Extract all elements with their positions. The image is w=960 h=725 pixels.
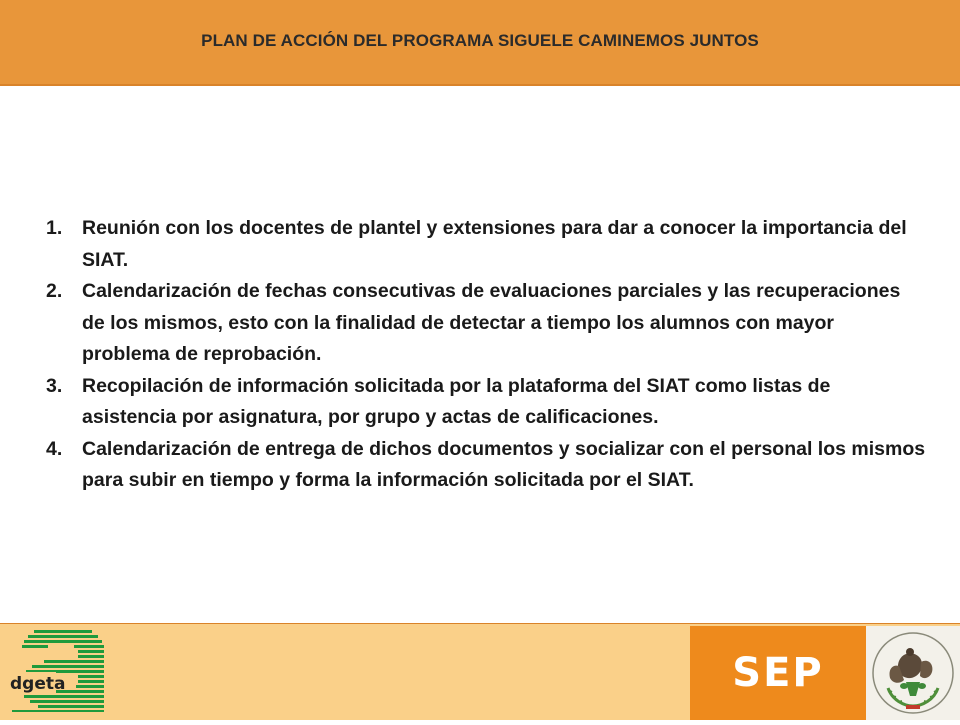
list-item-text: Recopilación de información solicitada por la plataforma del SIAT como listas de asistencia por asignatura, por grupo y actas de calificaciones. bbox=[82, 374, 831, 428]
list-item bbox=[46, 276, 926, 371]
dgeta-logo-graphic bbox=[4, 626, 112, 718]
list-item bbox=[46, 434, 926, 497]
list-item-number: 2. bbox=[46, 280, 63, 302]
list-item-text: Calendarización de entrega de dichos documentos y socializar con el personal los mismos para subir en tiempo y forma la información solicitada por el SIAT. bbox=[82, 437, 926, 491]
mexican-seal bbox=[866, 626, 960, 720]
list-item-text: Reunión con los docentes de plantel y extensiones para dar a conocer la importancia del SIAT. bbox=[82, 217, 907, 271]
list-item-text: Calendarización de fechas consecutivas de evaluaciones parciales y las recuperaciones de los mismos, esto con la finalidad de detectar a tiempo los alumnos con mayor problema de reprobación. bbox=[82, 280, 901, 365]
list-item-number: 3. bbox=[46, 374, 63, 397]
page-title: PLAN DE ACCIÓN DEL PROGRAMA SIGUELE CAMINEMOS JUNTOS bbox=[201, 31, 759, 50]
list-item bbox=[46, 213, 926, 276]
mexican-seal-graphic bbox=[866, 626, 960, 720]
sep-logo bbox=[690, 626, 866, 720]
svg-text:dgeta: dgeta bbox=[10, 674, 66, 694]
sep-logo-text: SEP bbox=[732, 650, 824, 696]
title-bar bbox=[0, 0, 960, 86]
list-item-number: 1. bbox=[46, 217, 63, 239]
list-item bbox=[46, 371, 926, 434]
action-plan-list bbox=[46, 213, 926, 497]
list-item-number: 4. bbox=[46, 437, 63, 460]
dgeta-logo bbox=[4, 626, 112, 718]
